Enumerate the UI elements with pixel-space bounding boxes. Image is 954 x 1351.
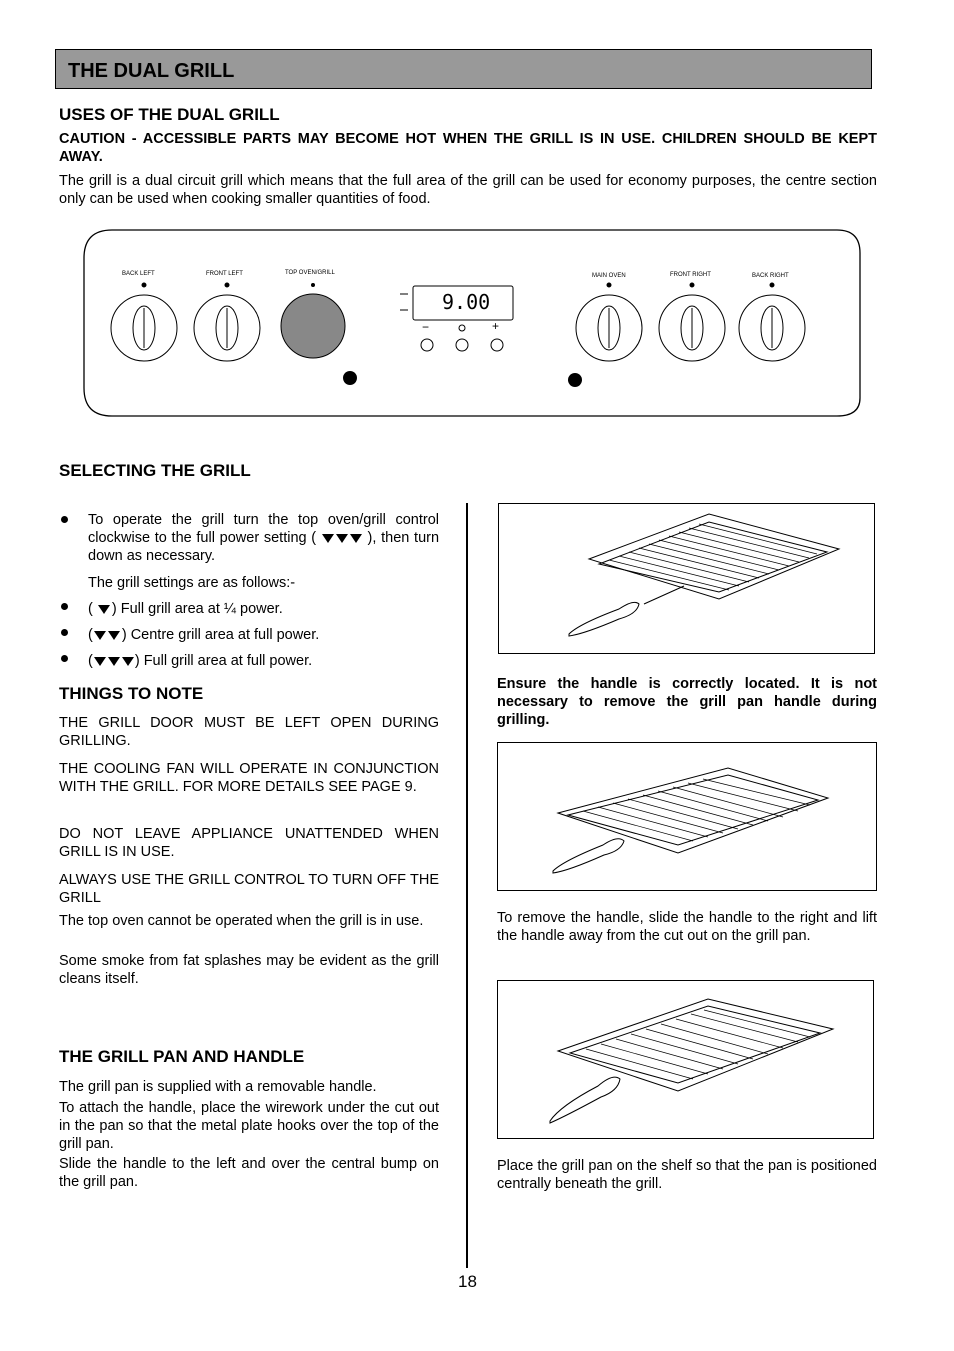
open-paren: (: [88, 653, 93, 669]
control-panel-diagram: [82, 228, 862, 418]
full-area-symbol: [93, 652, 135, 670]
note-6: Some smoke from fat splashes may be evident as the grill cleans itself.: [59, 953, 439, 987]
note-2: THE COOLING FAN WILL OPERATE IN CONJUNCTION WITH THE GRILL. FOR MORE DETAILS SEE PAGE 9.: [59, 761, 439, 795]
grill-setting-1: [88, 600, 439, 618]
label-back-right: BACK RIGHT: [752, 273, 789, 279]
label-top-oven-grill: TOP OVEN/GRILL: [285, 270, 335, 276]
centre-power-symbol: [93, 626, 122, 644]
title-banner: [55, 49, 872, 89]
uses-heading: USES OF THE DUAL GRILL: [59, 105, 280, 124]
pan-heading: THE GRILL PAN AND HANDLE: [59, 1047, 305, 1066]
knob-back-left: [111, 283, 177, 361]
caption-3: Place the grill pan on the shelf so that the pan is positioned centrally beneath the grill.: [497, 1158, 877, 1192]
bullet: [61, 655, 68, 662]
knob-front-left: [194, 283, 260, 361]
page-number: 18: [458, 1272, 477, 1291]
label-front-right: FRONT RIGHT: [670, 272, 711, 278]
knob-back-right: [739, 283, 805, 361]
note-4: ALWAYS USE THE GRILL CONTROL TO TURN OFF THE GRILL: [59, 872, 439, 906]
grill-pan-figure-1: [498, 503, 875, 654]
caption-2: To remove the handle, slide the handle to the right and lift the handle away from the cut out on the grill pan.: [497, 910, 877, 944]
knob-front-right: [659, 283, 725, 361]
open-paren: (: [88, 627, 93, 643]
page-title: THE DUAL GRILL: [68, 60, 235, 82]
caution-text: CAUTION - ACCESSIBLE PARTS MAY BECOME HOT WHEN THE GRILL IS IN USE. CHILDREN SHOULD BE KEPT AWAY.: [59, 131, 877, 165]
note-5: The top oven cannot be operated when the grill is in use.: [59, 913, 424, 929]
note-1: THE GRILL DOOR MUST BE LEFT OPEN DURING GRILLING.: [59, 715, 439, 749]
label-main-oven: MAIN OVEN: [592, 273, 626, 279]
indicator-light-left: [343, 371, 357, 385]
settings-intro: The grill settings are as follows:-: [88, 575, 296, 591]
indicator-light-right: [568, 373, 582, 387]
caption-1: Ensure the handle is correctly located. It is not necessary to remove the grill pan handle during grilling.: [497, 676, 877, 728]
setting3-text: ) Full grill area at full power.: [134, 653, 313, 669]
bullet: [61, 629, 68, 636]
clock-time: 9.00: [442, 290, 491, 314]
pan-para-3: Slide the handle to the left and over the central bump on the grill pan.: [59, 1156, 439, 1190]
notes-heading: THINGS TO NOTE: [59, 684, 204, 703]
note-3: DO NOT LEAVE APPLIANCE UNATTENDED WHEN GRILL IS IN USE.: [59, 826, 439, 860]
setting2-text: ) Centre grill area at full power.: [121, 627, 320, 643]
grill-setting-2: [88, 626, 439, 644]
bullet1-text-b: ), then turn down as necessary.: [88, 530, 440, 565]
bullet: [61, 603, 68, 610]
grill-pan-figure-3: [497, 980, 874, 1139]
quarter-power-symbol: [97, 600, 112, 618]
grill-setting-3: [88, 652, 439, 670]
pan-para-1: The grill pan is supplied with a removable handle.: [59, 1079, 377, 1095]
bullet: [61, 516, 68, 523]
setting1-text: ) Full grill area at ¼ power.: [111, 601, 283, 617]
open-paren: (: [88, 601, 93, 617]
label-front-left: FRONT LEFT: [206, 271, 243, 277]
bullet1-text-a: To operate the grill turn the top oven/grill control clockwise to the full power setting (: [88, 512, 439, 546]
knob-main-oven: [576, 283, 642, 361]
full-power-symbol: [321, 529, 363, 547]
knob-top-oven-grill: [281, 283, 345, 358]
uses-body: The grill is a dual circuit grill which means that the full area of the grill can be used for economy purposes, the centre section only can be used when cooking smaller quantities of food.: [59, 173, 877, 207]
column-divider: [466, 503, 468, 1268]
pan-para-2: To attach the handle, place the wirework under the cut out in the pan so that the metal plate hooks over the top of the grill pan.: [59, 1100, 439, 1152]
clock-plus: +: [492, 319, 500, 333]
label-back-left: BACK LEFT: [122, 271, 155, 277]
grill-pan-figure-2: [497, 742, 877, 891]
clock-minus: −: [422, 320, 430, 334]
selecting-heading: SELECTING THE GRILL: [59, 461, 251, 480]
selecting-bullet-1: [88, 511, 439, 565]
